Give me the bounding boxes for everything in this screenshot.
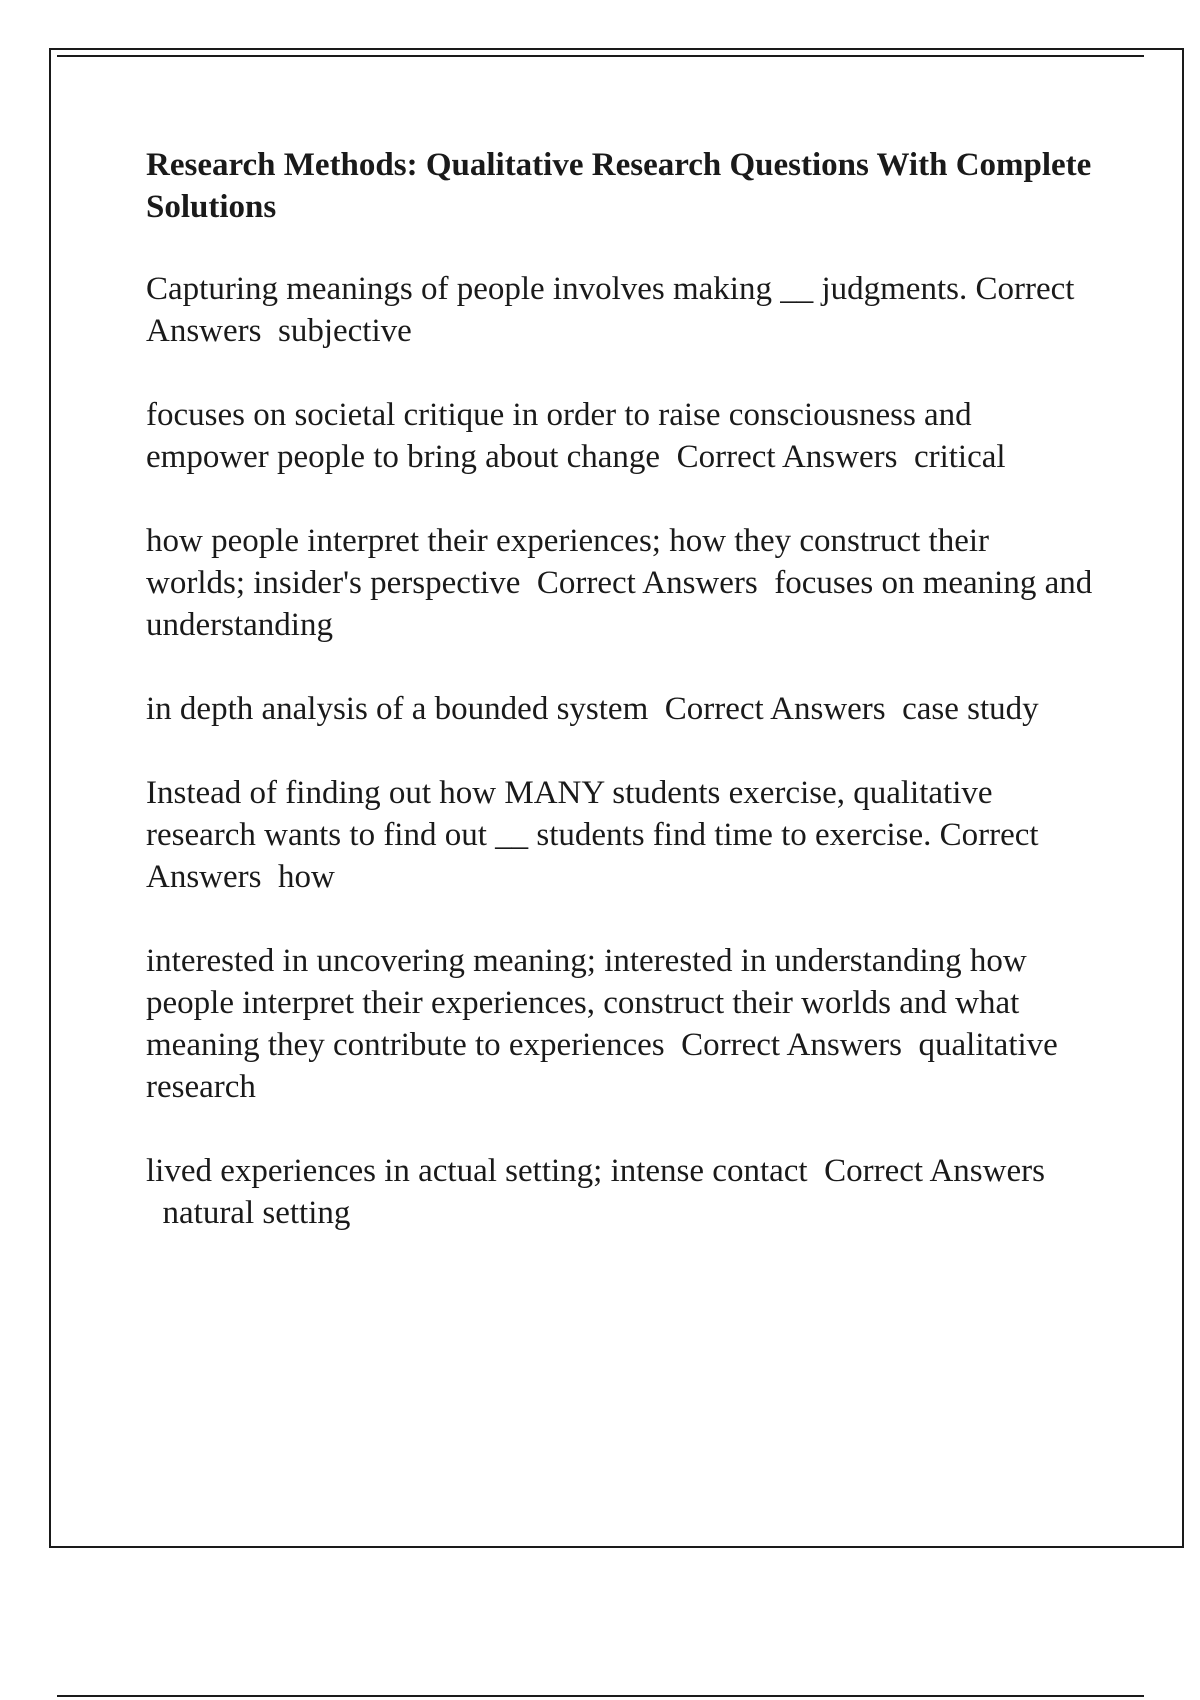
question-text: lived experiences in actual setting; intense contact (146, 1153, 808, 1189)
answer-label: Correct Answers (146, 271, 1075, 349)
answer-text: critical (913, 439, 1006, 475)
question-text: Instead of finding out how MANY students exercise, qualitative research wants to find out __ students find time to exercise. (146, 775, 993, 853)
answer-text: how (277, 859, 335, 895)
qa-item (146, 688, 1096, 730)
qa-list (146, 268, 1096, 1234)
answer-label: Correct Answers (681, 1027, 903, 1063)
qa-item (146, 268, 1096, 352)
question-text: in depth analysis of a bounded system (146, 691, 649, 727)
page-title: Research Methods: Qualitative Research Questions With Complete Solutions (146, 147, 1092, 225)
answer-text: natural setting (162, 1195, 351, 1231)
qa-item (146, 394, 1096, 478)
question-text: Capturing meanings of people involves making __ judgments. (146, 271, 968, 307)
qa-item (146, 772, 1096, 898)
qa-item (146, 940, 1096, 1108)
answer-label: Correct Answers (536, 565, 758, 601)
document-content (146, 144, 1096, 1276)
bottom-rule (57, 1695, 1144, 1697)
qa-item (146, 1150, 1096, 1234)
answer-label: Correct Answers (664, 691, 886, 727)
answer-label: Correct Answers (676, 439, 898, 475)
answer-text: qualitative research (146, 1027, 1058, 1105)
answer-text: case study (902, 691, 1039, 727)
qa-item (146, 520, 1096, 646)
answer-text: subjective (277, 313, 412, 349)
answer-label: Correct Answers (146, 817, 1039, 895)
answer-label: Correct Answers (824, 1153, 1045, 1189)
question-text: focuses on societal critique in order to raise consciousness and empower people to bring about change (146, 397, 972, 475)
question-text: interested in uncovering meaning; interested in understanding how people interpret their experiences, construct their worlds and what meaning they contribute to experiences (146, 943, 1027, 1063)
question-text: how people interpret their experiences; how they construct their worlds; insider's perspective (146, 523, 990, 601)
answer-text: focuses on meaning and understanding (146, 565, 1093, 643)
